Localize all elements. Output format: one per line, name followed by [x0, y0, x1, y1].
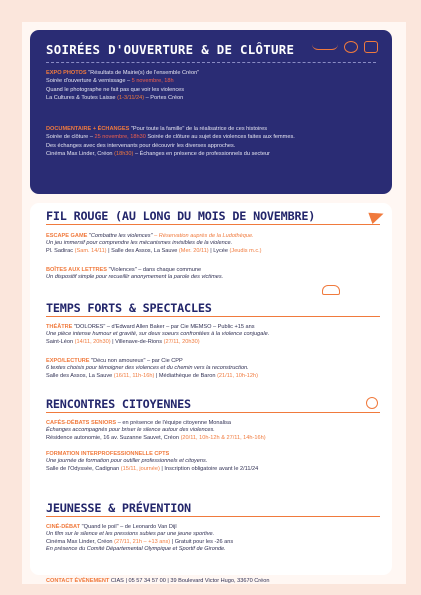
ribbon-icon	[312, 44, 338, 50]
expo-photos-place-date: (1-3/11/24)	[117, 94, 145, 101]
section-underline	[46, 224, 380, 225]
boites-text: "Violences" – dans chaque commune	[108, 267, 202, 273]
expo-photos-place: La Cultures & Toutes Laisse	[46, 94, 116, 101]
cafes-date: (20/11, 10h-12h & 27/11, 14h-16h)	[180, 434, 266, 441]
expo-lecture-place-1: Salle des Assos, La Sauve	[46, 372, 113, 379]
boites-desc: Un dispositif simple pour recueillir anonymement la parole des victimes.	[46, 274, 224, 281]
theatre-place-2: | Villenave-de-Rions	[112, 338, 163, 345]
documentaire-block	[46, 126, 378, 158]
expo-photos-desc: Quand le photographe ne fait pas que voir les violences	[46, 87, 185, 94]
documentaire-place-date: (18h30)	[114, 150, 134, 157]
boites-heading: BOÎTES AUX LETTRES	[46, 267, 108, 273]
contact-line: CONTACT ÉVÈNEMENT CIAS | 05 57 34 57 00 | 39 Boulevard Victor Hugo, 33670 Créon	[46, 578, 270, 584]
documentaire-desc: Des échanges avec des intervenants pour découvrir les diverses approches.	[46, 143, 236, 150]
formation-date: (15/11, journée)	[120, 465, 160, 472]
temps-forts-title: TEMPS FORTS & SPECTACLES	[46, 301, 212, 315]
documentaire-line-post: Soirée de clôture au sujet des violences faites aux femmes.	[147, 133, 295, 140]
cine-partner: En présence du Comité Départemental Olympique et Sportif de Gironde.	[46, 546, 226, 553]
formation-desc: Une journée de formation pour outiller professionnels et citoyens.	[46, 458, 208, 465]
expo-lecture-heading: EXPO/LECTURE	[46, 358, 90, 364]
soirees-panel	[30, 30, 392, 194]
documentaire-place: Cinéma Max Linder, Créon	[46, 150, 113, 157]
documentaire-date: 25 novembre, 18h30	[94, 133, 146, 140]
contact-org: CIAS	[110, 578, 124, 584]
theatre-place-1: Saint-Léon	[46, 338, 74, 345]
cine-note: | Gratuit pour les -26 ans	[171, 538, 234, 545]
escape-place-1: Pl. Sadirac	[46, 247, 74, 254]
cafes-heading: CAFÉS-DÉBATS SENIORS	[46, 420, 117, 426]
cine-desc: Un film sur le silence et les pressions subies par une jeune sportive.	[46, 531, 215, 538]
contact-phone[interactable]: 05 57 34 57 00	[128, 578, 166, 584]
cine-place: Cinéma Max Linder, Créon	[46, 538, 113, 545]
formation-item	[46, 451, 382, 473]
expo-photos-place-post: – Portes Créon	[145, 94, 184, 101]
contact-address: 39 Boulevard Victor Hugo, 33670 Créon	[170, 578, 270, 584]
paper-plane-icon	[368, 208, 385, 224]
expo-photos-line: Soirée d'ouverture & vernissage –	[46, 77, 131, 84]
escape-game-heading: ESCAPE GAME	[46, 233, 88, 239]
fil-rouge-title: FIL ROUGE (AU LONG DU MOIS DE NOVEMBRE)	[46, 209, 316, 223]
escape-date-3: (Jeudis m.c.)	[229, 247, 262, 254]
documentaire-line: Soirée de clôture –	[46, 133, 93, 140]
camera-icon	[364, 41, 378, 53]
expo-lecture-desc: 6 textes choisis pour témoigner des violences et du chemin vers la reconstruction.	[46, 365, 249, 372]
escape-place-3: | Lycée	[210, 247, 228, 254]
escape-place-2: | Salle des Assos, La Sauve	[108, 247, 178, 254]
programme-panel	[30, 203, 392, 575]
divider	[46, 62, 376, 63]
escape-date-2: (Mer. 20/11)	[178, 247, 209, 254]
escape-game-note: – Réservation auprès de la Ludothèque.	[154, 233, 254, 239]
section-underline	[46, 516, 380, 517]
expo-photos-date: 5 novembre, 18h	[131, 77, 174, 84]
rencontres-title: RENCONTRES CITOYENNES	[46, 397, 191, 411]
section-underline	[46, 412, 380, 413]
documentaire-text: "Pour toute la famille" de la réalisatrice de ces histoires	[130, 126, 268, 132]
theatre-item	[46, 324, 382, 346]
jeunesse-title: JEUNESSE & PRÉVENTION	[46, 501, 191, 515]
theatre-date-2: (27/11, 20h30)	[163, 338, 200, 345]
theatre-text: "DOLORES" – d'Edward Allen Baker – par Cie MEMSO – Public +15 ans	[73, 324, 255, 330]
mailbox-icon	[322, 285, 340, 295]
formation-place: Salle de l'Odyssée, Cadignan	[46, 465, 120, 472]
cine-debat-item	[46, 524, 382, 554]
escape-game-item	[46, 233, 382, 255]
section-underline	[46, 316, 380, 317]
documentaire-place-post: – Échanges en présence de professionnels du secteur	[134, 150, 270, 157]
formation-heading: FORMATION INTERPROFESSIONNELLE CPTS	[46, 451, 170, 457]
flower-icon	[366, 397, 378, 409]
heart-icon	[344, 41, 358, 53]
expo-photos-heading: EXPO PHOTOS	[46, 70, 87, 76]
expo-lecture-text: "Décu non amoureux" – par Cie CPP	[91, 358, 183, 364]
cafes-text: – en présence de l'équipe citoyenne Monalisa	[117, 420, 232, 426]
cine-date: (27/11, 21h – +13 ans)	[114, 538, 171, 545]
expo-photos-text: "Résultats de Mairie(s) de l'ensemble Créon"	[88, 70, 200, 76]
expo-lecture-place-2: | Médiathèque de Baron	[155, 372, 216, 379]
theatre-heading: THÉÂTRE	[46, 324, 73, 330]
escape-game-title: "Combattre les violences"	[88, 233, 153, 239]
theatre-date-1: (14/11, 20h30)	[74, 338, 111, 345]
cafes-desc: Échanges accompagnés pour briser le silence autour des violences.	[46, 427, 215, 434]
soirees-title: SOIRÉES D'OUVERTURE & DE CLÔTURE	[46, 42, 295, 57]
escape-date-1: (Sam. 14/11)	[74, 247, 107, 254]
expo-lecture-date-1: (16/11, 11h-16h)	[113, 372, 155, 379]
soirees-icons	[312, 41, 378, 53]
documentaire-heading: DOCUMENTAIRE + ÉCHANGES	[46, 126, 130, 132]
cafes-place: Résidence autonomie, 16 av. Suzanne Sauvet, Créon	[46, 434, 179, 441]
escape-game-desc: Un jeu immersif pour comprendre les mécanismes invisibles de la violence.	[46, 240, 233, 247]
cine-text: "Quand le poil" – de Leonardo Van Dijl	[81, 524, 177, 530]
expo-photos-block	[46, 70, 378, 102]
theatre-desc: Une pièce intense humour et gravité, sur deux soeurs confrontées à la violence conjugale.	[46, 331, 270, 338]
cafes-debats-item	[46, 420, 382, 442]
cine-heading: CINÉ-DÉBAT	[46, 524, 81, 530]
expo-lecture-item	[46, 358, 382, 380]
expo-lecture-date-2: (21/11, 10h-12h)	[217, 372, 259, 379]
boites-aux-lettres-item	[46, 267, 382, 282]
contact-label: CONTACT ÉVÈNEMENT	[46, 578, 110, 584]
formation-note: | Inscription obligatoire avant le 2/11/24	[161, 465, 259, 472]
